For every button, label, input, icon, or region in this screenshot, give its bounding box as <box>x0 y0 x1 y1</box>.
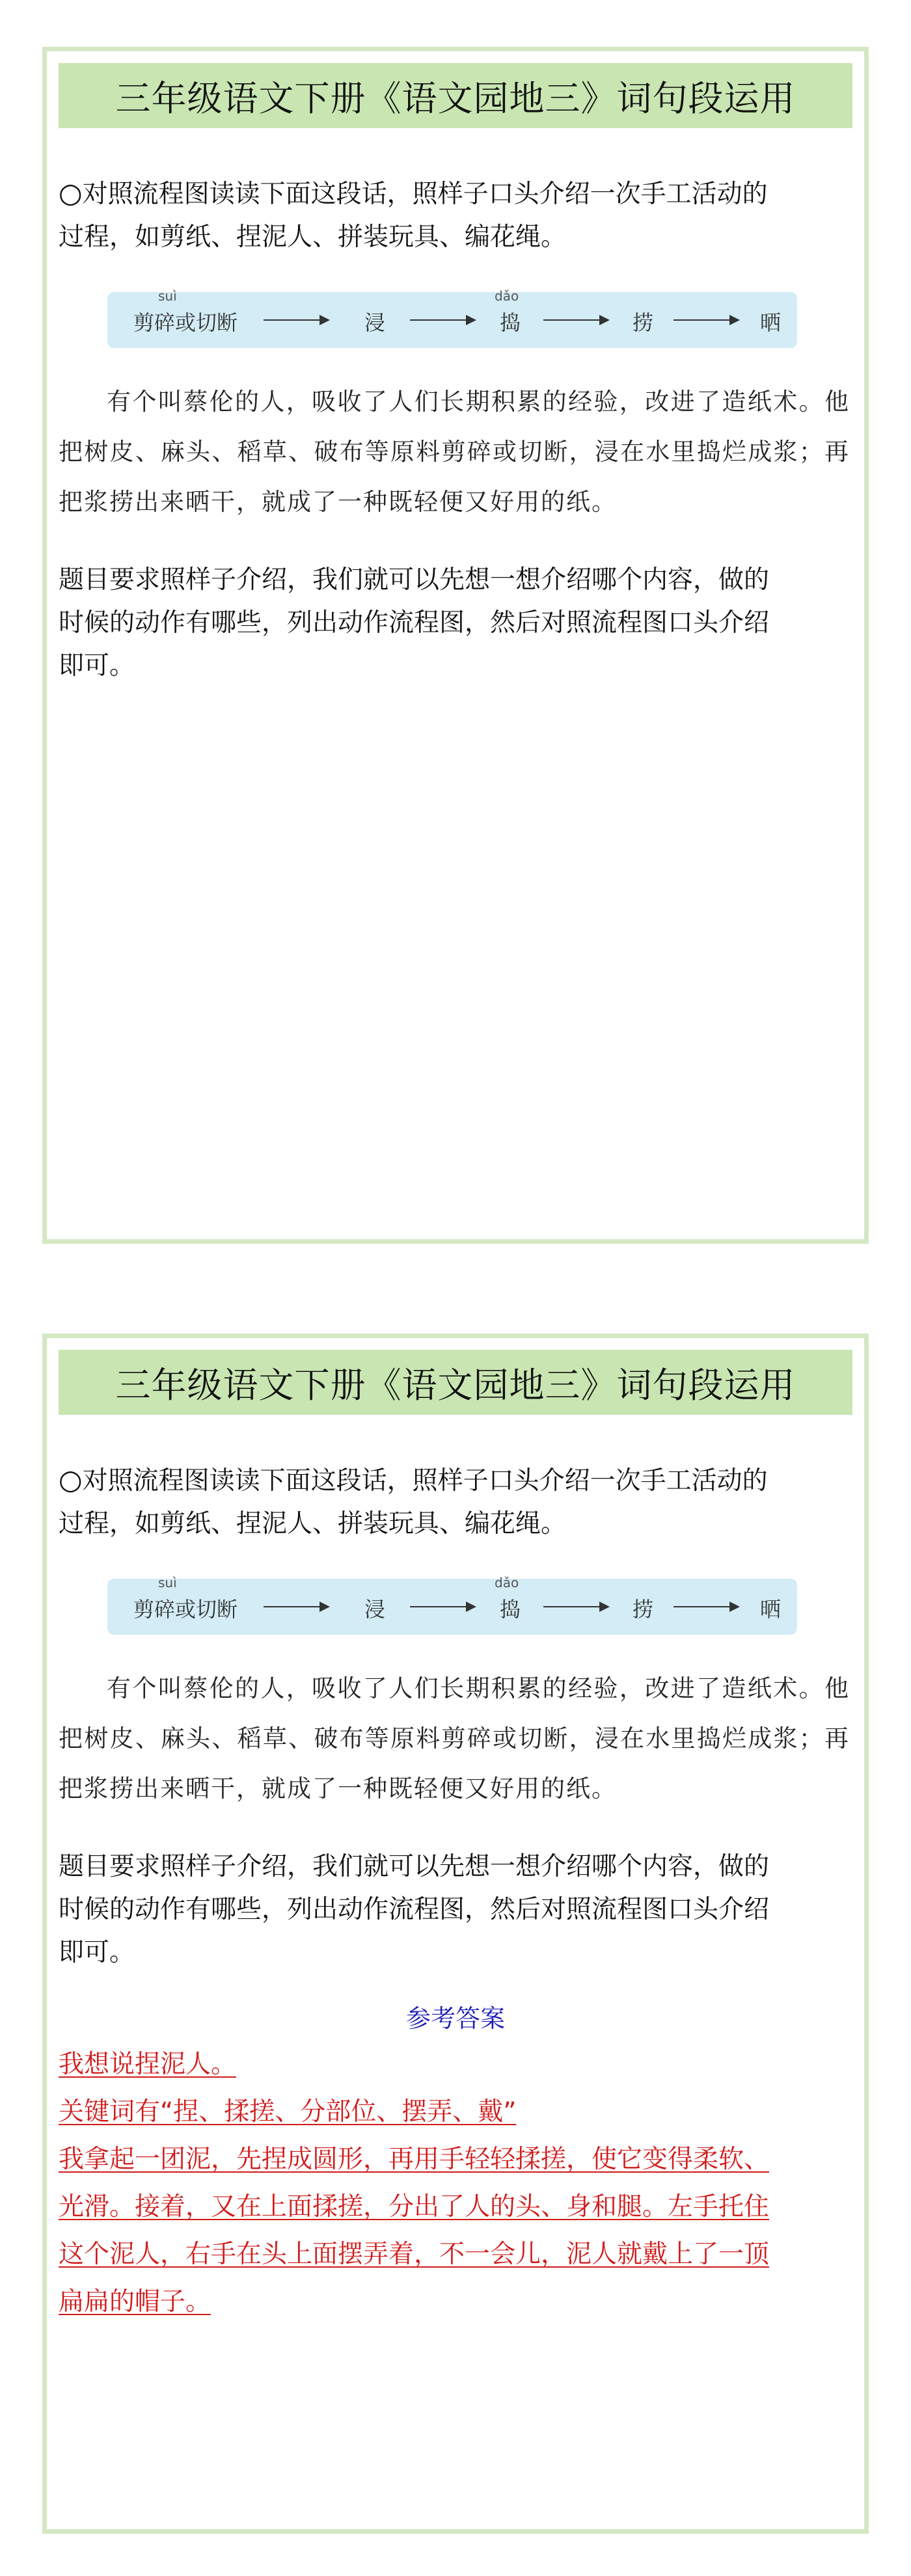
question-line-1: 对照流程图读读下面这段话，照样子口头介绍一次手工活动的 <box>82 1466 768 1496</box>
passage-text: 有个叫蔡伦的人，吸收了人们长期积累的经验，改进了造纸术。他把树皮、麻头、稻草、破布等原料剪碎或切断，浸在水里捣烂成浆；再把浆捞出来晒干，就成了一种既轻便又好用的纸。 <box>59 1674 850 1803</box>
flow-arrow-icon <box>264 1606 329 1607</box>
flow-step-4: 捞 <box>632 310 654 335</box>
flow-pinyin-3: dǎo <box>495 288 519 304</box>
flow-arrow-icon <box>410 319 475 321</box>
flow-arrow-icon <box>410 1606 475 1607</box>
exercise-card-1 <box>42 47 869 1244</box>
question-text <box>59 1458 850 1546</box>
page-title: 三年级语文下册《语文园地三》词句段运用 <box>115 77 796 119</box>
question-line-1: 对照流程图读读下面这段话，照样子口头介绍一次手工活动的 <box>82 180 768 209</box>
question-line-2: 过程，如剪纸、捏泥人、拼装玩具、编花绳。 <box>59 222 567 252</box>
answer-line-2: 关键词有“捏、揉搓、分部位、摆弄、戴” <box>59 2097 517 2127</box>
flow-arrow-icon <box>673 319 739 321</box>
hint-line-2: 时候的动作有哪些，列出动作流程图，然后对照流程图口头介绍 <box>59 608 770 637</box>
circle-bullet-icon: ○ <box>59 1464 83 1496</box>
flow-step-2: 浸 <box>364 310 386 335</box>
question-text <box>59 172 850 259</box>
answer-line-6: 扁扁的帽子。 <box>59 2287 211 2316</box>
flow-step-1: 剪碎或切断 <box>133 1597 238 1622</box>
flow-arrow-icon <box>264 319 329 321</box>
hint-text <box>59 559 850 688</box>
flow-chart <box>107 288 797 348</box>
title-bar <box>59 1350 852 1415</box>
answer-line-3: 我拿起一团泥，先捏成圆形，再用手轻轻揉搓，使它变得柔软、 <box>59 2145 770 2174</box>
flow-chart <box>107 1575 797 1635</box>
circle-bullet-icon: ○ <box>59 177 83 209</box>
answer-line-4: 光滑。接着，又在上面揉搓，分出了人的头、身和腿。左手托住 <box>59 2192 770 2221</box>
question-line-2: 过程，如剪纸、捏泥人、拼装玩具、编花绳。 <box>59 1509 567 1538</box>
flow-step-2: 浸 <box>364 1597 386 1622</box>
answer-line-5: 这个泥人，右手在头上面摆弄着，不一会儿，泥人就戴上了一顶 <box>59 2240 770 2269</box>
hint-line-1: 题目要求照样子介绍，我们就可以先想一想介绍哪个内容，做的 <box>59 565 770 595</box>
flow-pinyin-1: suì <box>158 1575 177 1590</box>
page-title: 三年级语文下册《语文园地三》词句段运用 <box>115 1364 796 1406</box>
flow-pinyin-1: suì <box>158 288 177 304</box>
exercise-card-2 <box>42 1334 869 2534</box>
hint-line-3: 即可。 <box>59 1938 135 1967</box>
flow-arrow-icon <box>673 1606 739 1607</box>
flow-arrow-icon <box>543 319 608 321</box>
flow-step-5: 晒 <box>760 310 782 335</box>
title-bar <box>59 63 852 128</box>
answer-line-1: 我想说捏泥人。 <box>59 2050 237 2079</box>
flow-arrow-icon <box>543 1606 608 1607</box>
flow-step-3: 捣 <box>500 310 521 335</box>
flow-pinyin-3: dǎo <box>495 1575 519 1590</box>
hint-line-1: 题目要求照样子介绍，我们就可以先想一想介绍哪个内容，做的 <box>59 1852 770 1881</box>
flow-step-3: 捣 <box>500 1597 521 1622</box>
flow-step-5: 晒 <box>760 1597 782 1622</box>
flow-step-4: 捞 <box>632 1597 654 1622</box>
answer-title: 参考答案 <box>405 2004 505 2033</box>
hint-text <box>59 1845 850 1974</box>
answer-text <box>59 2041 850 2326</box>
hint-line-3: 即可。 <box>59 651 135 680</box>
passage-text: 有个叫蔡伦的人，吸收了人们长期积累的经验，改进了造纸术。他把树皮、麻头、稻草、破布等原料剪碎或切断，浸在水里捣烂成浆；再把浆捞出来晒干，就成了一种既轻便又好用的纸。 <box>59 388 850 516</box>
flow-step-1: 剪碎或切断 <box>133 310 238 335</box>
hint-line-2: 时候的动作有哪些，列出动作流程图，然后对照流程图口头介绍 <box>59 1895 770 1924</box>
